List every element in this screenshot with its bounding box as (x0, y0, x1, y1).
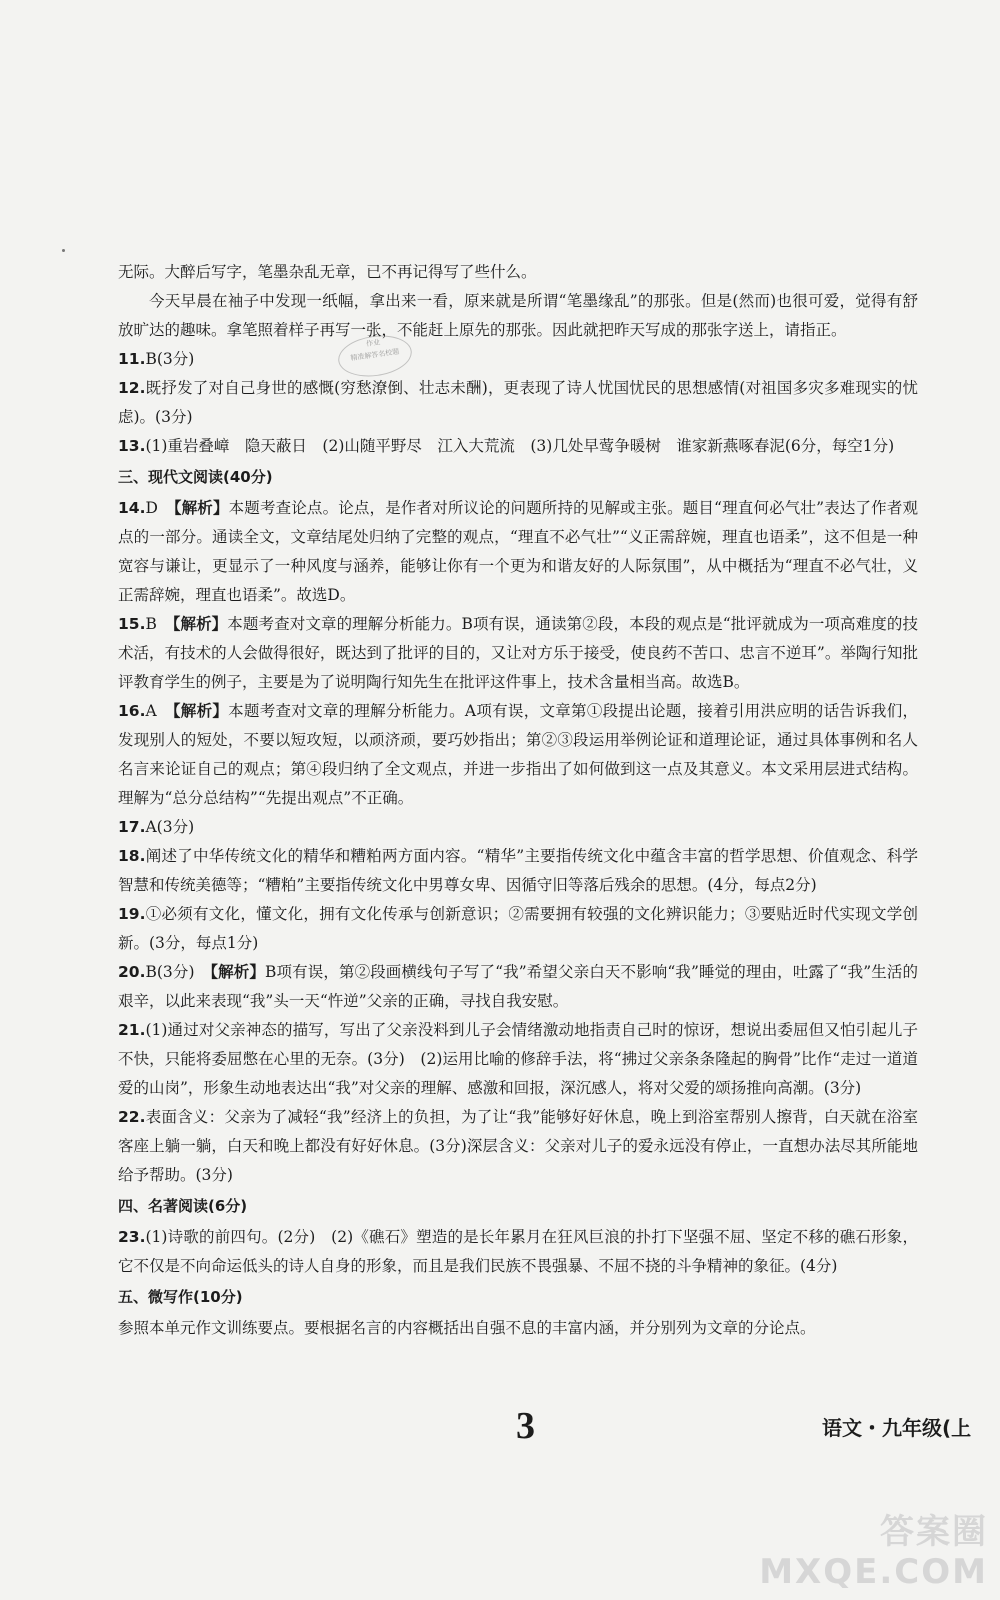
answer-item-15: 15.B 【解析】本题考查对文章的理解分析能力。B项有误，通读第②段，本段的观点是“批评就成为一项高难度的技术活，有技术的人会做得很好，既达到了批评的目的，又让对方乐于接受，使良药不苦口、忠言不逆耳”。举陶行知批评教育学生的例子，主要是为了说明陶行知先生在批评这件事上，技术含量相当高。故选B。 (118, 615, 918, 691)
answer-item-18: 18.阐述了中华传统文化的精华和糟粕两方面内容。“精华”主要指传统文化中蕴含丰富的哲学思想、价值观念、科学智慧和传统美德等；“糟粕”主要指传统文化中男尊女卑、因循守旧等落后残余的思想。(4分，每点2分) (118, 847, 918, 894)
section-heading-5: 五、微写作(10分) (118, 1288, 243, 1306)
answer-item-13: 13.(1)重岩叠嶂 隐天蔽日 (2)山随平野尽 江入大荒流 (3)几处早莺争暖树 谁家新燕啄春泥(6分，每空1分) (118, 437, 895, 455)
answer-item-19: 19.①必须有文化，懂文化，拥有文化传承与创新意识；②需要拥有较强的文化辨识能力；③要贴近时代实现文学创新。(3分，每点1分) (118, 905, 918, 952)
site-watermark: 答案圈 MXQE.COM (759, 1512, 988, 1592)
page-number: 3 (516, 1405, 535, 1447)
answer-item-17: 17.A(3分) (118, 818, 195, 836)
subject-grade-label: 语文・九年级(上 (822, 1416, 972, 1440)
answer-item-20: 20.B(3分) 【解析】B项有误，第②段画横线句子写了“我”希望父亲白天不影响“我”睡觉的理由，吐露了“我”生活的艰辛，以此来表现“我”头一天“忤逆”父亲的正确，寻找自我安慰。 (118, 963, 918, 1010)
answer-item-11: 11.B(3分) (118, 350, 195, 368)
intro-paragraph-2: 今天早晨在袖子中发现一纸幅，拿出来一看，原来就是所谓“笔墨缘乱”的那张。但是(然而)也很可爱，觉得有舒放旷达的趣味。拿笔照着样子再写一张，不能赶上原先的那张。因此就把昨天写成的那张字送上，请指正。 (118, 292, 918, 339)
answer-item-16: 16.A 【解析】本题考查对文章的理解分析能力。A项有误，文章第①段提出论题，接着引用洪应明的话告诉我们，发现别人的短处，不要以短攻短，以顽济顽，要巧妙指出；第②③段运用举例论证和道理论证，通过具体事例和名人名言来论证自己的观点；第④段归纳了全文观点，并进一步指出了如何做到这一点及其意义。本文采用层进式结构。理解为“总分总结构”“先提出观点”不正确。 (118, 702, 918, 807)
section-heading-3: 三、现代文阅读(40分) (118, 468, 273, 486)
answer-item-21: 21.(1)通过对父亲神态的描写，写出了父亲没料到儿子会情绪激动地指责自己时的惊讶，想说出委屈但又怕引起儿子不快，只能将委屈憋在心里的无奈。(3分) (2)运用比喻的修辞手法，将“拂过父亲条条隆起的胸骨”比作“走过一道道爱的山岗”，形象生动地表达出“我”对父亲的理解、感激和回报，深沉感人，将对父爱的颂扬推向高潮。(3分) (118, 1021, 918, 1097)
answer-item-22: 22.表面含义：父亲为了减轻“我”经济上的负担，为了让“我”能够好好休息，晚上到浴室帮别人擦背，白天就在浴室客座上躺一躺，白天和晚上都没有好好休息。(3分)深层含义：父亲对儿子的爱永远没有停止，一直想办法尽其所能地给予帮助。(3分) (118, 1108, 918, 1184)
answer-item-14: 14.D 【解析】本题考查论点。论点，是作者对所议论的问题所持的见解或主张。题目“理直何必气壮”表达了作者观点的一部分。通读全文，文章结尾处归纳了完整的观点，“理直不必气壮”“义正需辞婉，理直也语柔”，这不但是一种宽容与谦让，更显示了一种风度与涵养，能够让你有一个更为和谐友好的人际氛围”，从中概括为“理直不必气壮，义正需辞婉，理直也语柔”。故选D。 (118, 499, 918, 604)
speck-mark (62, 249, 65, 252)
answer-item-23: 23.(1)诗歌的前四句。(2分) (2)《礁石》塑造的是长年累月在狂风巨浪的扑打下坚强不屈、坚定不移的礁石形象，它不仅是不向命运低头的诗人自身的形象，而且是我们民族不畏强暴、不屈不挠的斗争精神的象征。(4分) (118, 1228, 918, 1275)
writing-guidance: 参照本单元作文训练要点。要根据名言的内容概括出自强不息的丰富内涵，并分别列为文章的分论点。 (118, 1319, 816, 1337)
homework-stamp: 作业 精准解答名校题 (336, 331, 415, 381)
section-heading-4: 四、名著阅读(6分) (118, 1197, 248, 1215)
answer-page (118, 258, 918, 1343)
intro-line-1: 无际。大醉后写字，笔墨杂乱无章，已不再记得写了些什么。 (118, 263, 537, 281)
answer-item-12: 12.既抒发了对自己身世的感慨(穷愁潦倒、壮志未酬)，更表现了诗人忧国忧民的思想感情(对祖国多灾多难现实的忧虑)。(3分) (118, 379, 918, 426)
